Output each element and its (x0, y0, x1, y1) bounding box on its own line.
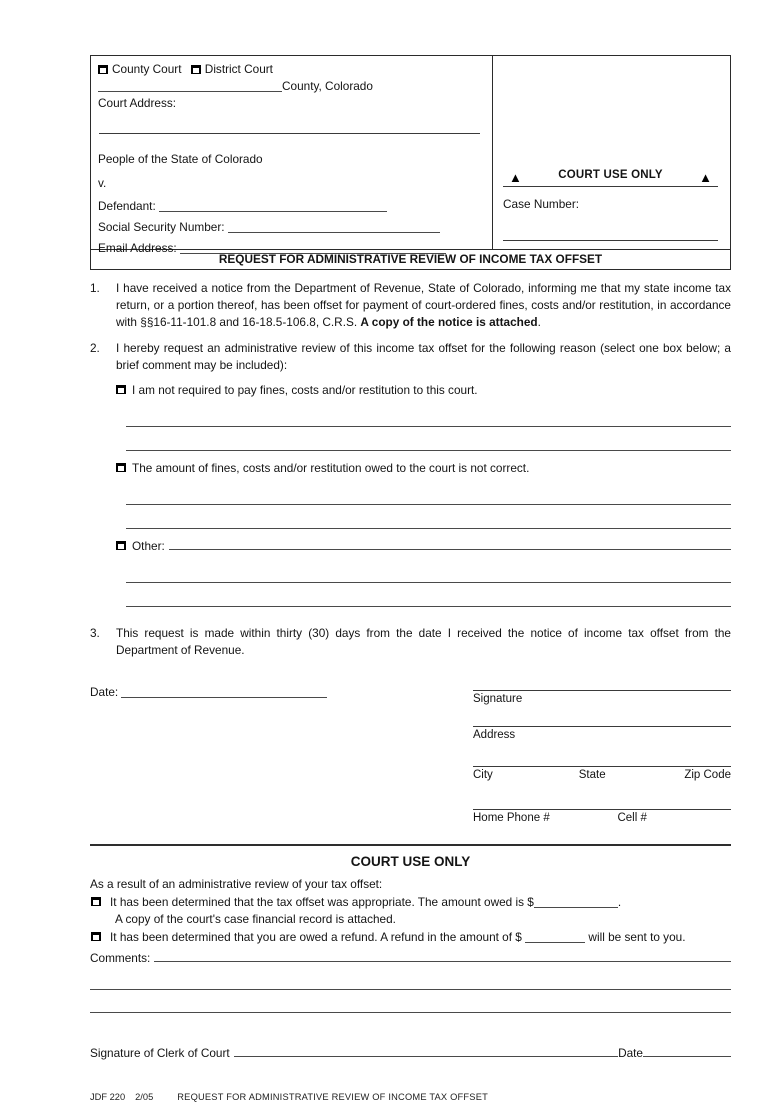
form-revision: 2/05 (135, 1092, 154, 1102)
reason-option-1-checkbox[interactable] (116, 385, 126, 394)
paragraph-3-number: 3. (90, 626, 100, 640)
date-field[interactable] (121, 685, 327, 698)
state-label: State (578, 769, 606, 781)
comments-row (90, 950, 731, 967)
reason-option-2-comment-line-1[interactable] (126, 481, 731, 505)
city-state-zip-field[interactable] (473, 766, 731, 782)
district-court-label: District Court (204, 62, 273, 76)
defendant-field[interactable] (159, 199, 387, 212)
determination-2 (90, 929, 731, 946)
reason-option-2-label: The amount of fines, costs and/or restitution owed to the court is not correct. (132, 461, 530, 475)
reason-option-1-comment-line-2[interactable] (126, 427, 731, 451)
court-use-only-banner (503, 167, 718, 187)
versus-label: v. (98, 176, 107, 190)
form-footer (90, 1089, 731, 1106)
form-page (90, 55, 731, 1106)
section-divider (90, 844, 731, 846)
court-use-section-heading: COURT USE ONLY (350, 854, 471, 869)
district-court-checkbox[interactable] (191, 65, 201, 74)
determination-1-text: It has been determined that the tax offset was appropriate. The amount owed is $ . (110, 895, 622, 909)
zip-code-label: Zip Code (684, 769, 731, 781)
reason-option-3-checkbox[interactable] (116, 541, 126, 550)
paragraph-3 (90, 625, 731, 659)
reason-option-2 (90, 460, 731, 477)
amount-owed-field[interactable] (534, 895, 618, 908)
case-number-field[interactable] (503, 226, 718, 241)
other-reason-field[interactable] (169, 538, 731, 550)
ssn-label: Social Security Number: (98, 220, 225, 234)
email-label: Email Address: (98, 241, 177, 255)
court-use-marker-left-icon: ▲ (509, 170, 522, 185)
caption-left-cell (91, 56, 493, 255)
ssn-field[interactable] (228, 220, 440, 233)
plaintiff-label: People of the State of Colorado (98, 152, 263, 166)
paragraph-2 (90, 340, 731, 374)
case-number-label: Case Number: (503, 197, 580, 211)
reason-option-1-label: I am not required to pay fines, costs and/or restitution to this court. (132, 383, 478, 397)
paragraph-1-number: 1. (90, 281, 100, 295)
determination-1-checkbox[interactable] (91, 897, 101, 906)
cell-phone-label: Cell # (617, 812, 647, 824)
county-court-checkbox[interactable] (98, 65, 108, 74)
reason-option-1 (90, 382, 731, 399)
clerk-signature-label: Signature of Clerk of Court (90, 1046, 230, 1060)
city-label: City (473, 769, 493, 781)
refund-amount-field[interactable] (525, 930, 585, 943)
paragraph-1 (90, 280, 731, 331)
comments-line-3[interactable] (90, 990, 731, 1013)
paragraph-2-number: 2. (90, 341, 100, 355)
form-title: REQUEST FOR ADMINISTRATIVE REVIEW OF INCOME TAX OFFSET (90, 249, 731, 270)
determination-2-checkbox[interactable] (91, 932, 101, 941)
signature-label: Signature (473, 693, 523, 705)
paragraph-2-text: I hereby request an administrative review of this income tax offset for the following reason (select one box below; a brief comment may be included): (116, 341, 731, 372)
caption-box (90, 55, 731, 255)
determination-2-text: It has been determined that you are owed a refund. A refund in the amount of $ will be sent to you. (110, 930, 686, 944)
reason-option-3-comment-line-1[interactable] (126, 559, 731, 583)
determination-1 (90, 894, 731, 911)
court-use-marker-right-icon: ▲ (699, 170, 712, 185)
county-court-label: County Court (112, 62, 182, 76)
address-label: Address (473, 729, 516, 741)
reason-option-2-checkbox[interactable] (116, 463, 126, 472)
date-label: Date: (90, 685, 119, 699)
home-phone-label: Home Phone # (473, 812, 550, 824)
reason-option-1-comment-line-1[interactable] (126, 403, 731, 427)
reason-option-3-label: Other: (132, 539, 165, 553)
paragraph-1-text: I have received a notice from the Department of Revenue, State of Colorado, informing me that my state income tax return, or a portion thereof, has been offset for payment of court-ordered fines, costs and/or restitution, in accordance with §§16-11-101.8 and 16-18.5-106.8, C.R.S. A copy of the notice is attached. (116, 281, 731, 329)
caption-right-cell (493, 56, 730, 249)
paragraph-3-text: This request is made within thirty (30) days from the date I received the notice of income tax offset from the Department of Revenue. (116, 626, 731, 657)
form-number: JDF 220 (90, 1092, 126, 1102)
court-address-field[interactable] (99, 133, 480, 134)
court-use-only-label: COURT USE ONLY (558, 169, 663, 181)
address-field[interactable] (473, 726, 731, 742)
clerk-signature-field[interactable] (234, 1045, 618, 1057)
comments-label: Comments: (90, 951, 151, 965)
signature-field[interactable] (473, 690, 731, 706)
clerk-date-label: Date (618, 1046, 643, 1060)
court-address-label: Court Address: (98, 96, 177, 110)
reason-option-2-comment-line-2[interactable] (126, 505, 731, 529)
clerk-date-field[interactable] (643, 1044, 731, 1057)
clerk-signature-row (90, 1044, 731, 1062)
determination-1-note: A copy of the court's case financial record is attached. (115, 912, 396, 926)
comments-field[interactable] (154, 950, 731, 962)
defendant-label: Defendant: (98, 199, 156, 213)
reason-option-3 (90, 538, 731, 555)
comments-line-2[interactable] (90, 967, 731, 990)
signature-column (473, 684, 731, 825)
date-signature-block (90, 684, 731, 825)
notice-attached-emphasis: A copy of the notice is attached (360, 315, 538, 329)
county-name-field[interactable] (98, 79, 282, 92)
court-use-intro: As a result of an administrative review of your tax offset: (90, 877, 383, 891)
county-suffix-label: County, Colorado (282, 79, 373, 93)
reason-option-3-comment-line-2[interactable] (126, 583, 731, 607)
footer-title: REQUEST FOR ADMINISTRATIVE REVIEW OF INCOME TAX OFFSET (177, 1092, 488, 1102)
phone-field[interactable] (473, 809, 731, 825)
